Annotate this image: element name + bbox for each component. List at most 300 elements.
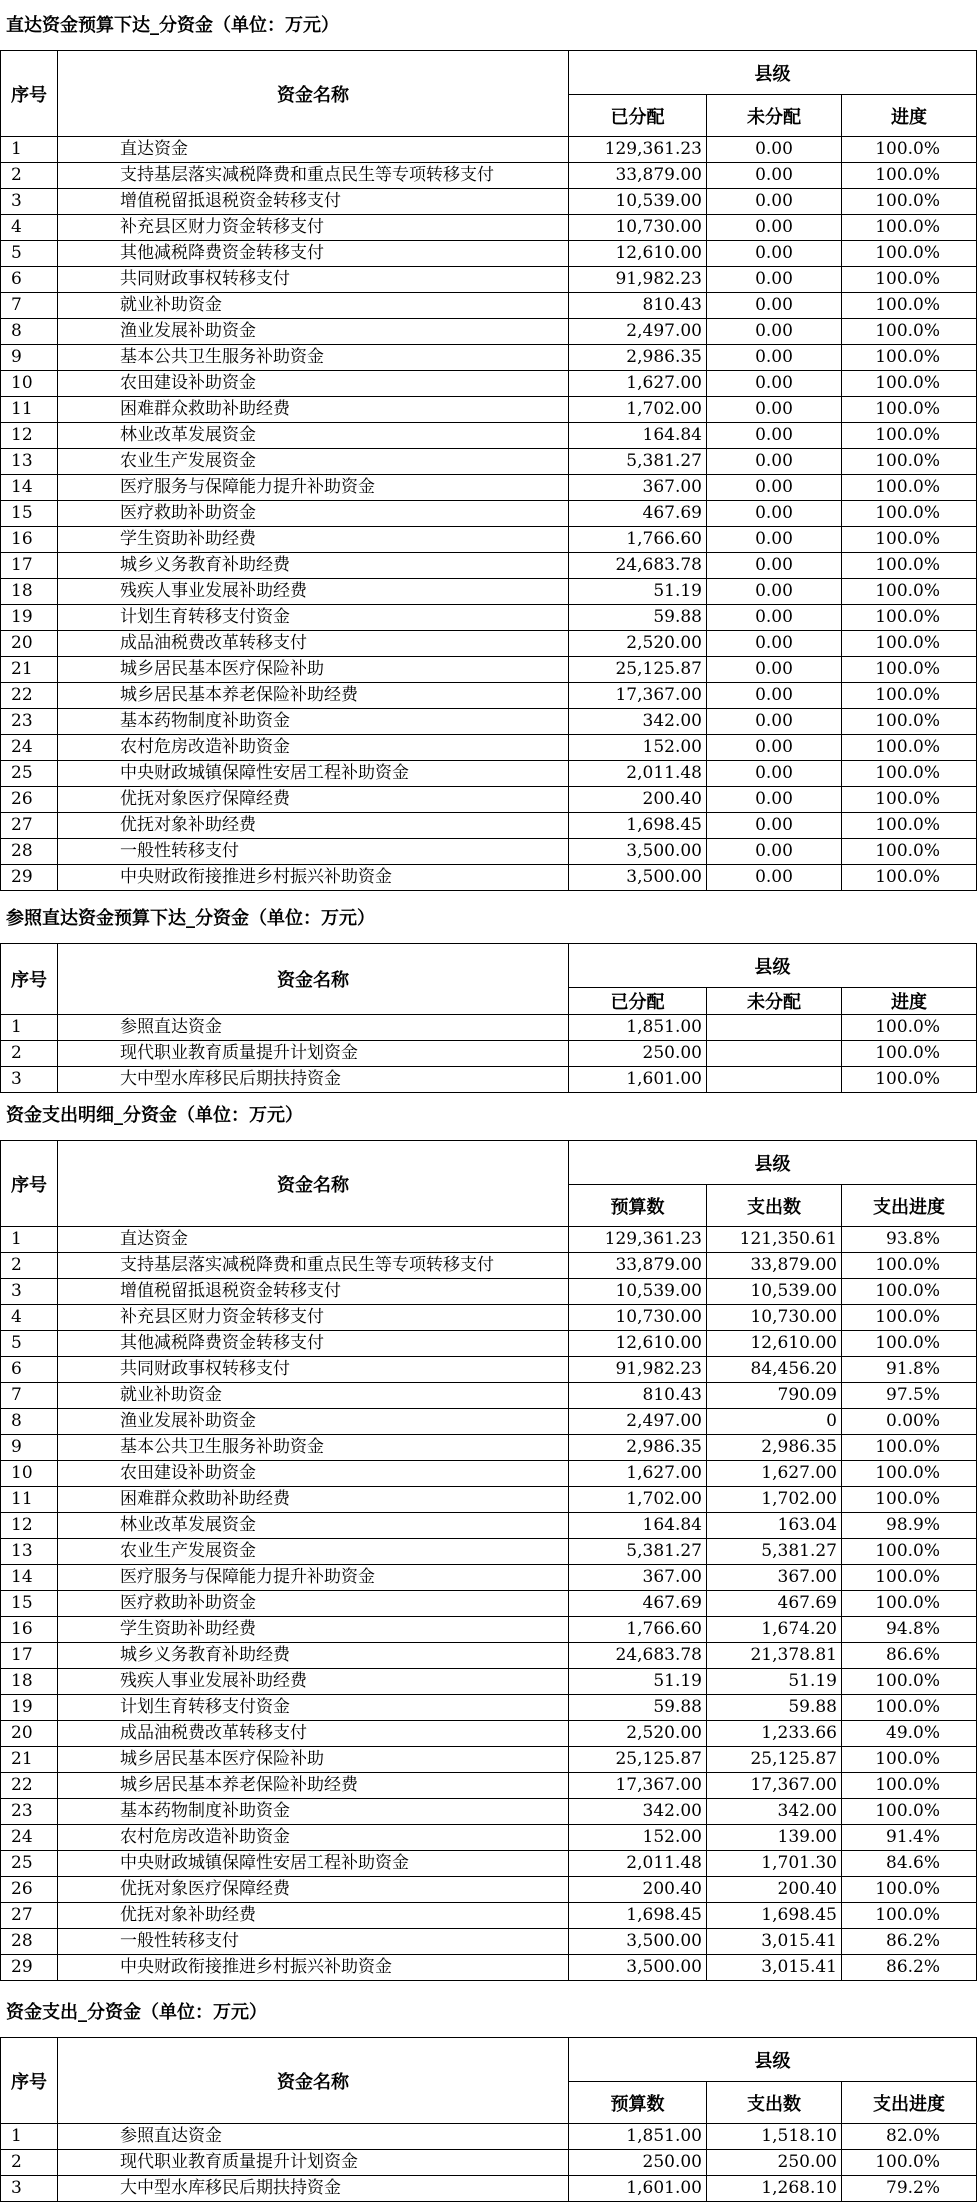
row-value-1: 25,125.87: [569, 1747, 707, 1773]
row-fund-name: 医疗服务与保障能力提升补助资金: [58, 1565, 569, 1591]
row-value-1: 51.19: [569, 1669, 707, 1695]
row-value-2: 10,730.00: [707, 1305, 842, 1331]
row-value-2: 0.00: [707, 163, 842, 189]
row-value-1: 1,601.00: [569, 1067, 707, 1093]
table-row: [1, 1877, 977, 1903]
table-row: [1, 345, 977, 371]
table-row: [1, 1227, 977, 1253]
row-value-2: 1,702.00: [707, 1487, 842, 1513]
row-seq: 2: [1, 1041, 58, 1067]
table-row: [1, 475, 977, 501]
row-progress: 100.0%: [842, 1539, 977, 1565]
row-seq: 9: [1, 1435, 58, 1461]
row-value-1: 10,539.00: [569, 189, 707, 215]
header-seq: 序号: [1, 1141, 58, 1227]
row-seq: 6: [1, 1357, 58, 1383]
table-row: [1, 709, 977, 735]
row-value-1: 1,601.00: [569, 2176, 707, 2202]
row-progress: 100.0%: [842, 1487, 977, 1513]
row-seq: 8: [1, 1409, 58, 1435]
row-fund-name: 林业改革发展资金: [58, 423, 569, 449]
row-progress: 100.0%: [842, 1015, 977, 1041]
row-progress: 49.0%: [842, 1721, 977, 1747]
allocation-table: [0, 943, 977, 1093]
header-name: 资金名称: [58, 2038, 569, 2124]
row-progress: 100.0%: [842, 1591, 977, 1617]
row-seq: 28: [1, 839, 58, 865]
row-progress: 100.0%: [842, 839, 977, 865]
table-row: [1, 371, 977, 397]
row-value-1: 2,497.00: [569, 319, 707, 345]
row-progress: 100.0%: [842, 1747, 977, 1773]
table-row: [1, 761, 977, 787]
row-fund-name: 增值税留抵退税资金转移支付: [58, 1279, 569, 1305]
row-value-2: 5,381.27: [707, 1539, 842, 1565]
row-progress: 100.0%: [842, 1331, 977, 1357]
row-fund-name: 计划生育转移支付资金: [58, 605, 569, 631]
row-seq: 2: [1, 163, 58, 189]
row-progress: 82.0%: [842, 2124, 977, 2150]
row-progress: 86.2%: [842, 1929, 977, 1955]
table-row: [1, 605, 977, 631]
row-seq: 25: [1, 761, 58, 787]
row-seq: 17: [1, 1643, 58, 1669]
row-fund-name: 参照直达资金: [58, 1015, 569, 1041]
row-value-1: 33,879.00: [569, 163, 707, 189]
header-name: 资金名称: [58, 944, 569, 1015]
row-value-2: 59.88: [707, 1695, 842, 1721]
table-row: [1, 1015, 977, 1041]
row-fund-name: 困难群众救助补助经费: [58, 1487, 569, 1513]
table-row: [1, 449, 977, 475]
table-row: [1, 1279, 977, 1305]
row-progress: 100.0%: [842, 1279, 977, 1305]
row-value-1: 1,851.00: [569, 1015, 707, 1041]
row-value-1: 10,730.00: [569, 1305, 707, 1331]
row-progress: 100.0%: [842, 293, 977, 319]
row-value-2: 0.00: [707, 475, 842, 501]
row-fund-name: 困难群众救助补助经费: [58, 397, 569, 423]
row-seq: 25: [1, 1851, 58, 1877]
row-progress: 100.0%: [842, 1773, 977, 1799]
table-row: [1, 1591, 977, 1617]
row-value-1: 2,497.00: [569, 1409, 707, 1435]
row-progress: 100.0%: [842, 813, 977, 839]
row-value-2: 0.00: [707, 813, 842, 839]
row-progress: 100.0%: [842, 631, 977, 657]
row-value-1: 91,982.23: [569, 1357, 707, 1383]
table-row: [1, 1461, 977, 1487]
row-value-1: 164.84: [569, 1513, 707, 1539]
row-value-2: 139.00: [707, 1825, 842, 1851]
row-value-2: 0.00: [707, 657, 842, 683]
row-progress: 100.0%: [842, 215, 977, 241]
row-value-2: 1,233.66: [707, 1721, 842, 1747]
row-progress: 100.0%: [842, 397, 977, 423]
row-fund-name: 支持基层落实减税降费和重点民生等专项转移支付: [58, 163, 569, 189]
row-value-2: 367.00: [707, 1565, 842, 1591]
row-fund-name: 现代职业教育质量提升计划资金: [58, 2150, 569, 2176]
table-row: [1, 163, 977, 189]
row-value-2: 0.00: [707, 735, 842, 761]
row-value-2: [707, 1015, 842, 1041]
header-group: 县级: [569, 2038, 977, 2082]
expenditure-table: [0, 2037, 977, 2202]
row-progress: 100.0%: [842, 1565, 977, 1591]
row-progress: 100.0%: [842, 423, 977, 449]
row-value-2: [707, 1041, 842, 1067]
row-fund-name: 城乡居民基本医疗保险补助: [58, 1747, 569, 1773]
table-row: [1, 1773, 977, 1799]
allocation-table: [0, 50, 977, 891]
row-value-1: 2,011.48: [569, 761, 707, 787]
row-progress: 91.4%: [842, 1825, 977, 1851]
table-row: [1, 579, 977, 605]
row-value-1: 17,367.00: [569, 1773, 707, 1799]
table-row: [1, 1695, 977, 1721]
table-row: [1, 1253, 977, 1279]
row-progress: 84.6%: [842, 1851, 977, 1877]
row-value-2: 33,879.00: [707, 1253, 842, 1279]
row-seq: 2: [1, 1253, 58, 1279]
row-value-2: 0.00: [707, 345, 842, 371]
row-value-2: 0.00: [707, 553, 842, 579]
row-seq: 24: [1, 735, 58, 761]
row-fund-name: 支持基层落实减税降费和重点民生等专项转移支付: [58, 1253, 569, 1279]
row-fund-name: 城乡居民基本养老保险补助经费: [58, 683, 569, 709]
row-value-2: 0.00: [707, 293, 842, 319]
row-progress: 100.0%: [842, 1877, 977, 1903]
row-value-2: 250.00: [707, 2150, 842, 2176]
row-value-2: 121,350.61: [707, 1227, 842, 1253]
header-seq: 序号: [1, 944, 58, 1015]
row-seq: 24: [1, 1825, 58, 1851]
row-progress: 100.0%: [842, 475, 977, 501]
row-fund-name: 城乡居民基本养老保险补助经费: [58, 1773, 569, 1799]
row-fund-name: 直达资金: [58, 137, 569, 163]
header-col2: 支出数: [707, 2082, 842, 2124]
row-value-2: 0.00: [707, 605, 842, 631]
row-progress: 100.0%: [842, 345, 977, 371]
row-value-2: 84,456.20: [707, 1357, 842, 1383]
row-progress: 100.0%: [842, 501, 977, 527]
row-value-2: 1,627.00: [707, 1461, 842, 1487]
section-title: 直达资金预算下达_分资金（单位：万元）: [6, 15, 339, 36]
table-row: [1, 735, 977, 761]
table-row: [1, 215, 977, 241]
row-value-1: 2,520.00: [569, 1721, 707, 1747]
row-value-2: 0.00: [707, 761, 842, 787]
row-fund-name: 农村危房改造补助资金: [58, 1825, 569, 1851]
row-progress: 100.0%: [842, 1041, 977, 1067]
row-fund-name: 渔业发展补助资金: [58, 319, 569, 345]
table-row: [1, 1357, 977, 1383]
row-progress: 94.8%: [842, 1617, 977, 1643]
table-row: [1, 839, 977, 865]
row-seq: 11: [1, 1487, 58, 1513]
row-value-1: 3,500.00: [569, 1955, 707, 1981]
row-value-1: 1,698.45: [569, 1903, 707, 1929]
row-value-2: 790.09: [707, 1383, 842, 1409]
table-row: [1, 1067, 977, 1093]
row-seq: 3: [1, 1067, 58, 1093]
row-value-2: 10,539.00: [707, 1279, 842, 1305]
row-progress: 100.0%: [842, 1461, 977, 1487]
row-fund-name: 渔业发展补助资金: [58, 1409, 569, 1435]
table-row: [1, 1721, 977, 1747]
row-progress: 100.0%: [842, 1799, 977, 1825]
row-value-1: 467.69: [569, 501, 707, 527]
row-seq: 9: [1, 345, 58, 371]
row-value-1: 250.00: [569, 1041, 707, 1067]
table-row: [1, 189, 977, 215]
row-value-1: 1,702.00: [569, 1487, 707, 1513]
table-row: [1, 1041, 977, 1067]
row-seq: 20: [1, 1721, 58, 1747]
row-value-2: 3,015.41: [707, 1955, 842, 1981]
row-seq: 7: [1, 1383, 58, 1409]
row-fund-name: 学生资助补助经费: [58, 1617, 569, 1643]
header-col2: 未分配: [707, 988, 842, 1015]
row-fund-name: 农业生产发展资金: [58, 449, 569, 475]
row-fund-name: 现代职业教育质量提升计划资金: [58, 1041, 569, 1067]
row-seq: 3: [1, 2176, 58, 2202]
row-fund-name: 增值税留抵退税资金转移支付: [58, 189, 569, 215]
row-value-2: 0.00: [707, 267, 842, 293]
table-row: [1, 501, 977, 527]
table-row: [1, 1513, 977, 1539]
row-progress: 100.0%: [842, 371, 977, 397]
table-row: [1, 423, 977, 449]
table-row: [1, 1929, 977, 1955]
row-fund-name: 大中型水库移民后期扶持资金: [58, 2176, 569, 2202]
table-row: [1, 319, 977, 345]
row-seq: 5: [1, 1331, 58, 1357]
row-fund-name: 基本药物制度补助资金: [58, 1799, 569, 1825]
table-row: [1, 1409, 977, 1435]
row-value-2: 0.00: [707, 683, 842, 709]
row-progress: 100.0%: [842, 137, 977, 163]
row-value-1: 10,539.00: [569, 1279, 707, 1305]
row-progress: 100.0%: [842, 579, 977, 605]
row-fund-name: 医疗服务与保障能力提升补助资金: [58, 475, 569, 501]
row-value-1: 59.88: [569, 605, 707, 631]
row-progress: 100.0%: [842, 1435, 977, 1461]
header-col1: 已分配: [569, 988, 707, 1015]
row-fund-name: 基本公共卫生服务补助资金: [58, 1435, 569, 1461]
row-value-1: 3,500.00: [569, 1929, 707, 1955]
table-row: [1, 241, 977, 267]
row-value-2: 467.69: [707, 1591, 842, 1617]
row-fund-name: 医疗救助补助资金: [58, 501, 569, 527]
row-value-1: 129,361.23: [569, 137, 707, 163]
row-value-1: 152.00: [569, 1825, 707, 1851]
row-value-1: 250.00: [569, 2150, 707, 2176]
row-value-1: 2,011.48: [569, 1851, 707, 1877]
row-seq: 21: [1, 657, 58, 683]
table-row: [1, 1955, 977, 1981]
row-value-1: 12,610.00: [569, 241, 707, 267]
row-seq: 29: [1, 865, 58, 891]
row-value-1: 342.00: [569, 709, 707, 735]
row-progress: 100.0%: [842, 709, 977, 735]
row-fund-name: 共同财政事权转移支付: [58, 267, 569, 293]
row-seq: 16: [1, 527, 58, 553]
row-value-1: 1,766.60: [569, 527, 707, 553]
header-name: 资金名称: [58, 51, 569, 137]
row-fund-name: 一般性转移支付: [58, 839, 569, 865]
table-row: [1, 813, 977, 839]
row-progress: 100.0%: [842, 449, 977, 475]
row-value-2: 1,701.30: [707, 1851, 842, 1877]
row-seq: 14: [1, 1565, 58, 1591]
row-value-1: 152.00: [569, 735, 707, 761]
row-seq: 26: [1, 787, 58, 813]
row-value-2: 25,125.87: [707, 1747, 842, 1773]
table-row: [1, 1747, 977, 1773]
table-row: [1, 1435, 977, 1461]
row-fund-name: 优抚对象补助经费: [58, 813, 569, 839]
row-progress: 100.0%: [842, 657, 977, 683]
row-progress: 100.0%: [842, 1305, 977, 1331]
row-seq: 17: [1, 553, 58, 579]
row-fund-name: 补充县区财力资金转移支付: [58, 215, 569, 241]
row-seq: 19: [1, 1695, 58, 1721]
row-progress: 98.9%: [842, 1513, 977, 1539]
row-value-1: 1,698.45: [569, 813, 707, 839]
row-progress: 100.0%: [842, 761, 977, 787]
row-seq: 15: [1, 1591, 58, 1617]
row-seq: 8: [1, 319, 58, 345]
row-value-1: 91,982.23: [569, 267, 707, 293]
row-progress: 100.0%: [842, 527, 977, 553]
row-fund-name: 其他减税降费资金转移支付: [58, 241, 569, 267]
row-seq: 18: [1, 1669, 58, 1695]
row-seq: 1: [1, 137, 58, 163]
table-row: [1, 657, 977, 683]
row-value-1: 10,730.00: [569, 215, 707, 241]
row-value-2: 0.00: [707, 449, 842, 475]
row-fund-name: 城乡义务教育补助经费: [58, 553, 569, 579]
row-value-1: 2,520.00: [569, 631, 707, 657]
row-seq: 1: [1, 2124, 58, 2150]
row-seq: 23: [1, 1799, 58, 1825]
table-row: [1, 1799, 977, 1825]
row-value-2: 0.00: [707, 631, 842, 657]
section-4: [0, 1987, 977, 2202]
row-seq: 3: [1, 1279, 58, 1305]
row-fund-name: 中央财政城镇保障性安居工程补助资金: [58, 761, 569, 787]
header-group: 县级: [569, 1141, 977, 1185]
row-fund-name: 优抚对象医疗保障经费: [58, 787, 569, 813]
row-value-2: 51.19: [707, 1669, 842, 1695]
row-fund-name: 计划生育转移支付资金: [58, 1695, 569, 1721]
table-row: [1, 527, 977, 553]
row-progress: 100.0%: [842, 553, 977, 579]
header-col1: 预算数: [569, 2082, 707, 2124]
row-progress: 86.6%: [842, 1643, 977, 1669]
row-fund-name: 优抚对象补助经费: [58, 1903, 569, 1929]
row-value-1: 129,361.23: [569, 1227, 707, 1253]
row-value-1: 51.19: [569, 579, 707, 605]
row-value-1: 200.40: [569, 1877, 707, 1903]
header-col1: 预算数: [569, 1185, 707, 1227]
row-progress: 100.0%: [842, 787, 977, 813]
row-value-2: 3,015.41: [707, 1929, 842, 1955]
table-row: [1, 1539, 977, 1565]
row-value-2: 17,367.00: [707, 1773, 842, 1799]
table-row: [1, 1903, 977, 1929]
row-seq: 10: [1, 1461, 58, 1487]
row-seq: 12: [1, 1513, 58, 1539]
row-value-1: 1,766.60: [569, 1617, 707, 1643]
row-fund-name: 农业生产发展资金: [58, 1539, 569, 1565]
section-title: 资金支出明细_分资金（单位：万元）: [6, 1105, 303, 1126]
row-progress: 100.0%: [842, 683, 977, 709]
row-value-2: 163.04: [707, 1513, 842, 1539]
row-fund-name: 农田建设补助资金: [58, 1461, 569, 1487]
header-col3: 支出进度: [842, 2082, 977, 2124]
row-progress: 100.0%: [842, 1669, 977, 1695]
row-progress: 100.0%: [842, 1903, 977, 1929]
header-col3: 进度: [842, 988, 977, 1015]
row-progress: 100.0%: [842, 1067, 977, 1093]
table-row: [1, 1851, 977, 1877]
row-value-2: 0: [707, 1409, 842, 1435]
row-seq: 4: [1, 1305, 58, 1331]
row-seq: 5: [1, 241, 58, 267]
row-seq: 4: [1, 215, 58, 241]
row-value-1: 5,381.27: [569, 449, 707, 475]
table-row: [1, 293, 977, 319]
header-col2: 支出数: [707, 1185, 842, 1227]
row-value-1: 200.40: [569, 787, 707, 813]
row-progress: 0.00%: [842, 1409, 977, 1435]
row-value-1: 1,851.00: [569, 2124, 707, 2150]
row-fund-name: 就业补助资金: [58, 1383, 569, 1409]
row-progress: 86.2%: [842, 1955, 977, 1981]
row-seq: 27: [1, 1903, 58, 1929]
row-fund-name: 共同财政事权转移支付: [58, 1357, 569, 1383]
row-value-1: 3,500.00: [569, 839, 707, 865]
table-row: [1, 787, 977, 813]
row-seq: 21: [1, 1747, 58, 1773]
row-progress: 100.0%: [842, 189, 977, 215]
row-value-1: 810.43: [569, 293, 707, 319]
table-row: [1, 1669, 977, 1695]
row-value-2: 0.00: [707, 423, 842, 449]
row-value-2: 1,268.10: [707, 2176, 842, 2202]
table-row: [1, 397, 977, 423]
row-value-1: 2,986.35: [569, 1435, 707, 1461]
row-value-2: 1,698.45: [707, 1903, 842, 1929]
header-seq: 序号: [1, 2038, 58, 2124]
row-value-2: 0.00: [707, 215, 842, 241]
row-fund-name: 残疾人事业发展补助经费: [58, 1669, 569, 1695]
row-fund-name: 城乡义务教育补助经费: [58, 1643, 569, 1669]
row-progress: 100.0%: [842, 865, 977, 891]
row-progress: 93.8%: [842, 1227, 977, 1253]
row-value-1: 1,627.00: [569, 1461, 707, 1487]
row-value-1: 164.84: [569, 423, 707, 449]
row-seq: 22: [1, 683, 58, 709]
row-value-1: 2,986.35: [569, 345, 707, 371]
row-fund-name: 直达资金: [58, 1227, 569, 1253]
row-progress: 100.0%: [842, 735, 977, 761]
row-value-2: 21,378.81: [707, 1643, 842, 1669]
row-seq: 16: [1, 1617, 58, 1643]
row-value-1: 12,610.00: [569, 1331, 707, 1357]
